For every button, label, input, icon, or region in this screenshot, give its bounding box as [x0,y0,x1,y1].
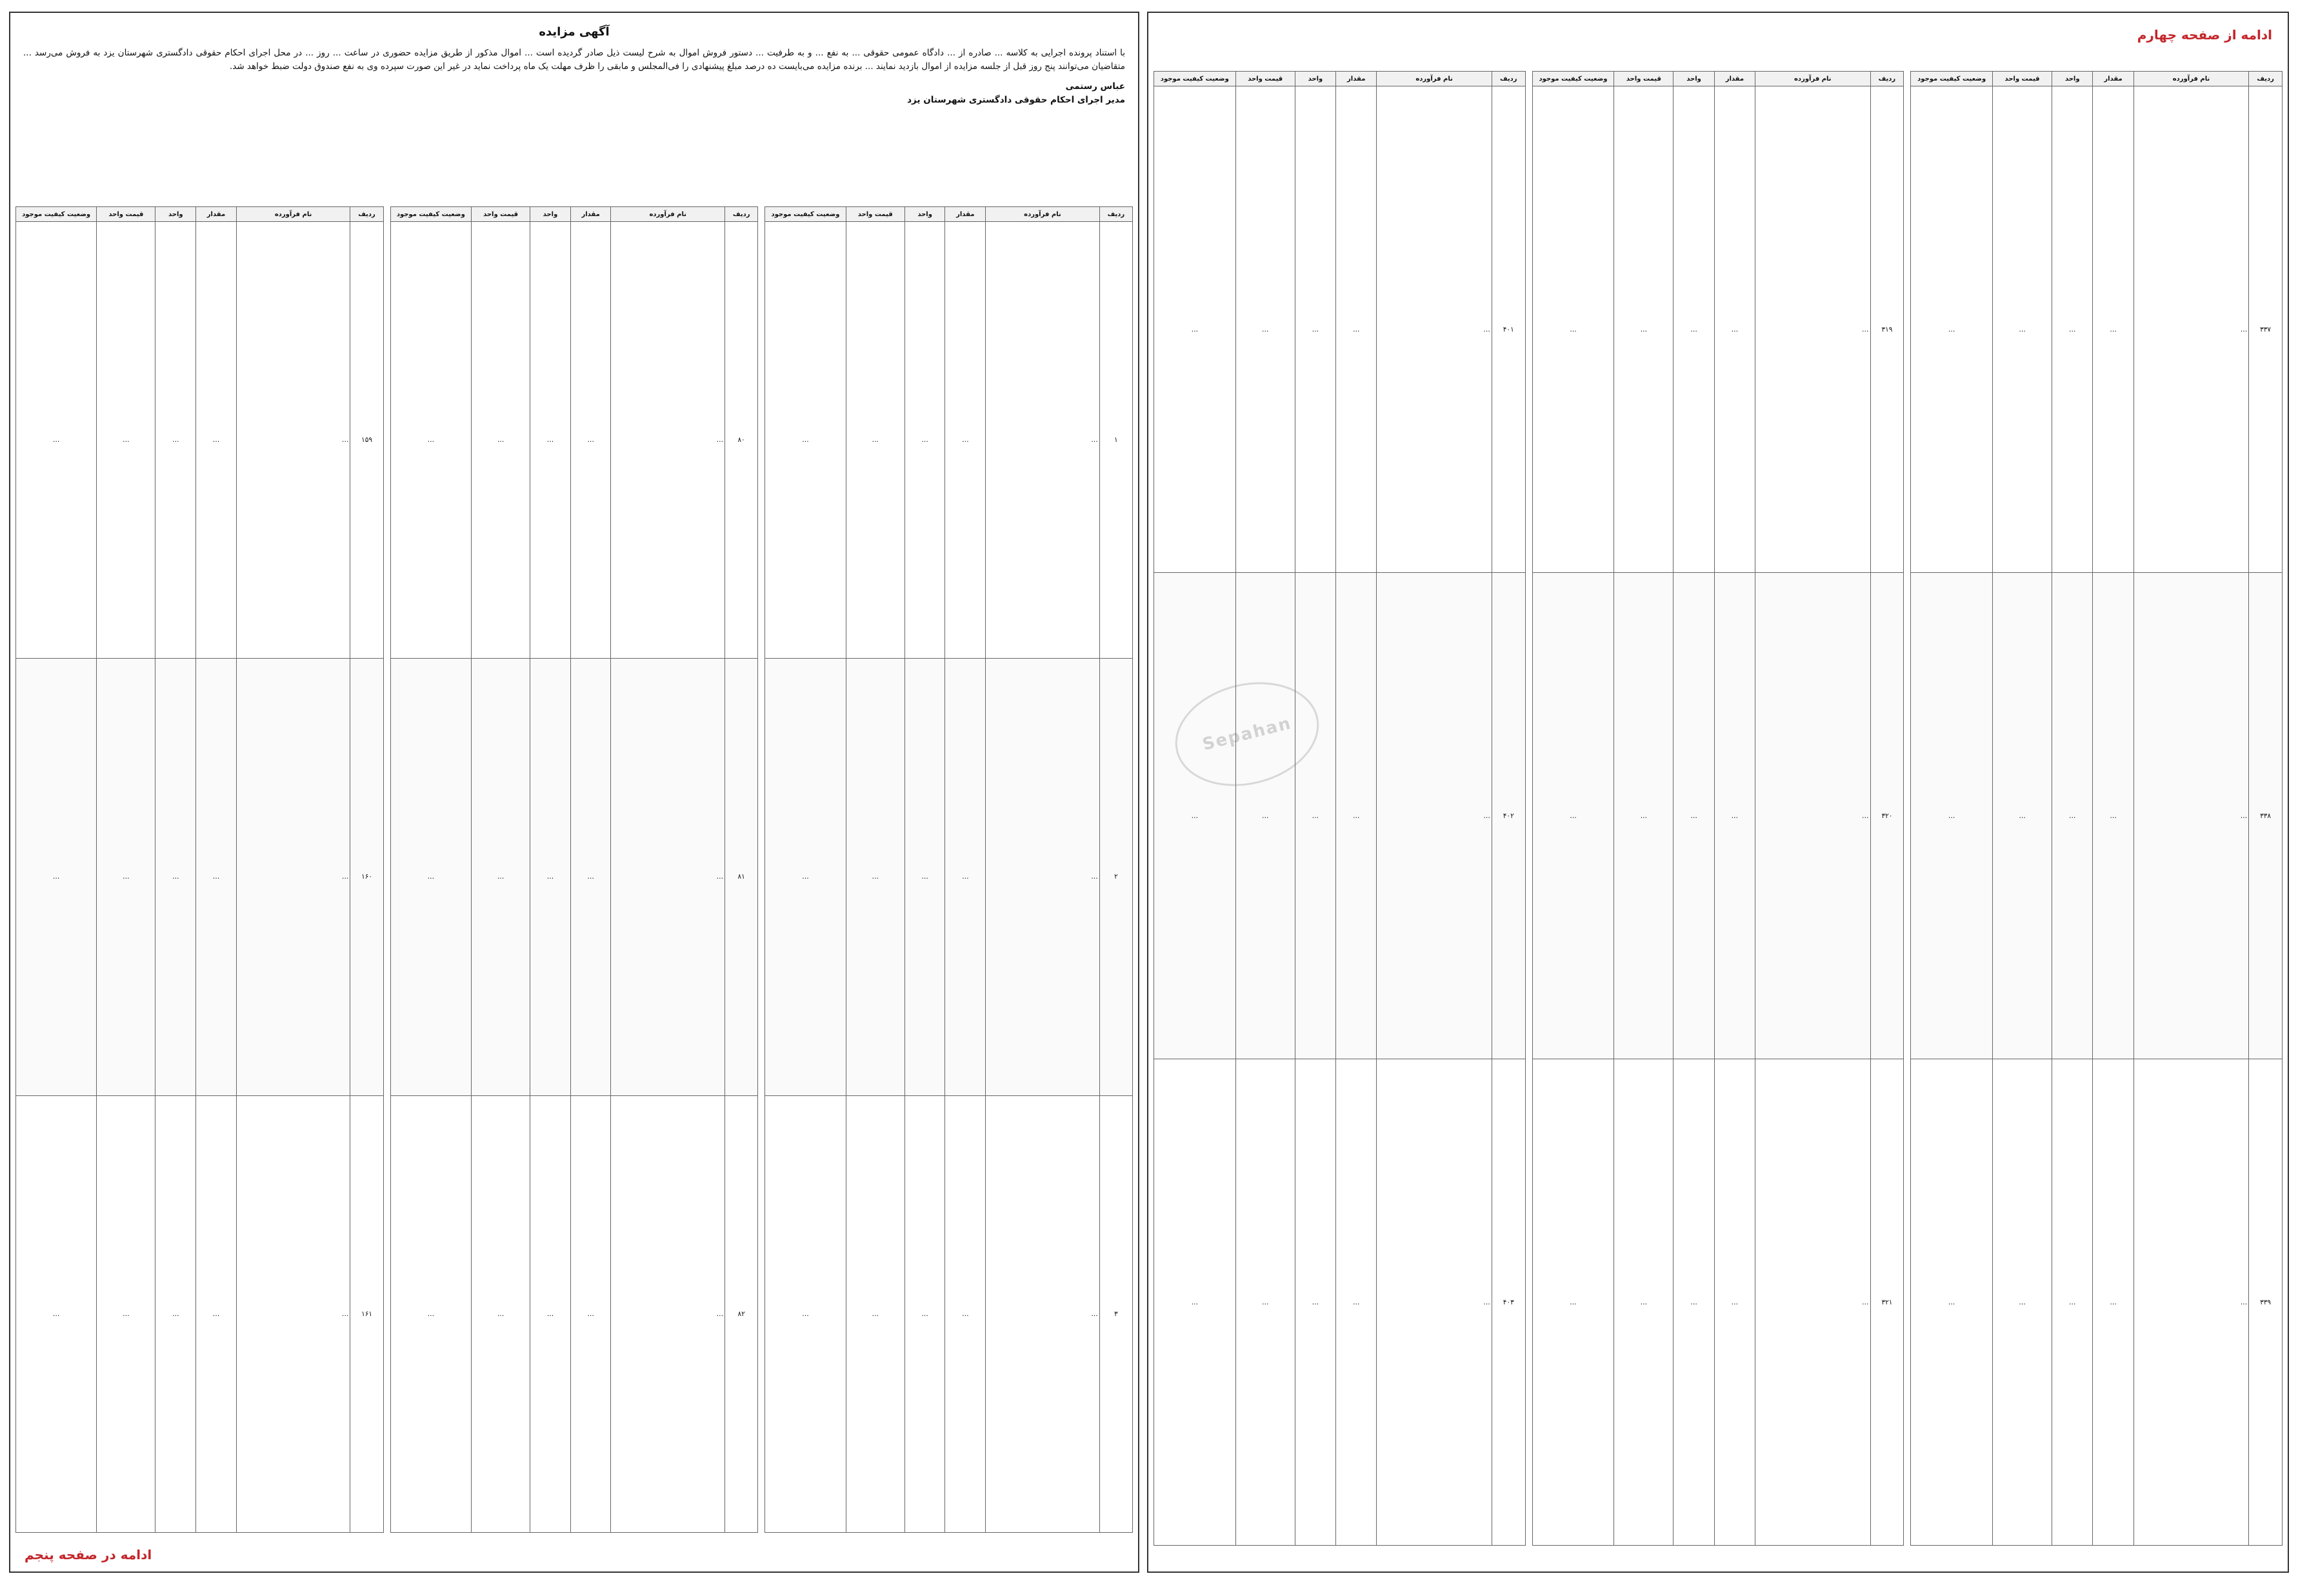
table-cell: … [1674,573,1714,1059]
table-cell: … [97,659,155,1095]
table-cell: … [155,222,196,659]
table-cell: … [765,222,846,659]
table-cell: … [846,659,904,1095]
items-table [1910,71,2283,1546]
table-cell: ۳۲۱ [1870,1059,1904,1546]
notice-body: با استناد پرونده اجرایی به کلاسه ... صادره از ... دادگاه عمومی حقوقی ... به نفع ... و به طرفیت ... دستور فروش اموال به شرح لیست ذیل صادر گردیده است ... اموال مذکور از طریق مزایده حضوری در ساعت ... روز ... در محل اجرای احکام حقوقی دادگستری شهرستان یزد به فروش می‌رسد ... متقاضیان می‌توانند پنج روز قبل از جلسه مزایده از اموال بازدید نمایند ... برنده مزایده می‌بایست ده درصد مبلغ پیشنهادی را فی‌المجلس و مابقی را ظرف مهلت یک ماه پرداخت نماید در غیر این صورت سپرده وی به نفع صندوق دولت ضبط خواهد شد. [23,47,1125,72]
table-cell: ۴۰۳ [1492,1059,1525,1546]
table-cell: … [390,659,471,1095]
column-header: قیمت واحد [472,207,530,222]
item-name-cell: … [2133,573,2248,1059]
item-name-cell: … [611,1095,725,1532]
items-table [390,206,759,1533]
auction-notice [23,23,1125,197]
item-name-cell: … [986,659,1100,1095]
table-cell: … [390,1095,471,1532]
column-header: وضعیت کیفیت موجود [1911,72,1993,86]
table-cell: … [846,222,904,659]
table-cell: ۳ [1099,1095,1132,1532]
table-cell: ۲ [1099,659,1132,1095]
table-row [765,222,1133,659]
column-header: قیمت واحد [1614,72,1674,86]
watermark-stamp: Sepahan [1164,668,1330,801]
table-cell: … [155,1095,196,1532]
left-items-grid [15,206,1133,1533]
notice-title: آگهی مزایده [539,25,610,39]
table-cell: … [2093,1059,2133,1546]
table-cell: ۴۰۱ [1492,86,1525,573]
table-row [765,1095,1133,1532]
table-cell: … [196,659,237,1095]
signature-name: عباس رستمی [1065,81,1125,92]
item-name-cell: … [236,659,350,1095]
table-cell: … [1336,86,1377,573]
table-cell: … [1336,1059,1377,1546]
table-cell: ۱ [1099,222,1132,659]
column-header: قیمت واحد [1993,72,2052,86]
table-cell: … [472,1095,530,1532]
table-cell: ۱۵۹ [350,222,383,659]
table-cell: … [570,222,611,659]
column-header: نام فرآورده [1377,72,1492,86]
table-cell: … [1235,1059,1295,1546]
signature-title: مدیر اجرای احکام حقوقی دادگستری شهرستان یزد [907,95,1125,106]
continued-from-label: ادامه از صفحه چهارم [2137,27,2272,43]
column-header: ردیف [1492,72,1525,86]
table-cell: … [570,1095,611,1532]
table-cell: … [2052,86,2093,573]
table-cell: … [2052,573,2093,1059]
table-cell: ۳۲۰ [1870,573,1904,1059]
column-header: وضعیت کیفیت موجود [1532,72,1614,86]
table-cell: … [1154,573,1235,1059]
table-cell: … [1911,1059,1993,1546]
left-newspaper-page [9,12,1139,1573]
table-cell: ۱۶۰ [350,659,383,1095]
table-cell: … [530,659,571,1095]
table-cell: … [1911,86,1993,573]
column-header: مقدار [570,207,611,222]
table-row [1911,573,2283,1059]
right-newspaper-page [1147,12,2289,1573]
table-header-row [390,207,758,222]
table-row [390,1095,758,1532]
table-cell: … [15,222,96,659]
column-header: ردیف [725,207,758,222]
table-cell: … [1614,1059,1674,1546]
table-cell: … [530,222,571,659]
column-header: نام فرآورده [236,207,350,222]
column-header: واحد [1674,72,1714,86]
table-row [1911,1059,2283,1546]
table-cell: … [2093,573,2133,1059]
table-row [1911,86,2283,573]
column-header: ردیف [1870,72,1904,86]
table-cell: … [1154,1059,1235,1546]
table-cell: … [1295,1059,1335,1546]
table-cell: ۳۱۹ [1870,86,1904,573]
table-cell: … [97,222,155,659]
table-cell: … [1993,86,2052,573]
column-header: ردیف [2249,72,2283,86]
table-row [15,1095,383,1532]
table-cell: … [904,1095,945,1532]
items-table [1532,71,1904,1546]
column-header: وضعیت کیفیت موجود [390,207,471,222]
table-cell: … [1532,1059,1614,1546]
item-name-cell: … [1755,1059,1870,1546]
column-header: نام فرآورده [1755,72,1870,86]
item-name-cell: … [236,1095,350,1532]
items-table [764,206,1133,1533]
table-cell: ۸۱ [725,659,758,1095]
table-cell: … [1714,1059,1755,1546]
column-header: ردیف [350,207,383,222]
table-header-row [1532,72,1904,86]
table-cell: … [1235,86,1295,573]
table-cell: … [472,222,530,659]
table-header-row [1154,72,1525,86]
continued-to-label: ادامه در صفحه پنجم [25,1547,152,1562]
table-cell: … [1993,573,2052,1059]
column-header: وضعیت کیفیت موجود [1154,72,1235,86]
table-cell: ۸۲ [725,1095,758,1532]
table-cell: … [1674,1059,1714,1546]
table-row [1532,1059,1904,1546]
table-cell: … [846,1095,904,1532]
table-header-row [1911,72,2283,86]
column-header: نام فرآورده [611,207,725,222]
table-cell: … [904,222,945,659]
column-header: مقدار [1714,72,1755,86]
column-header: واحد [1295,72,1335,86]
table-cell: … [1714,573,1755,1059]
table-cell: … [155,659,196,1095]
table-header-row [765,207,1133,222]
table-cell: … [390,222,471,659]
table-cell: … [15,1095,96,1532]
column-header: قیمت واحد [97,207,155,222]
table-cell: ۳۳۹ [2249,1059,2283,1546]
column-header: واحد [155,207,196,222]
table-cell: … [904,659,945,1095]
table-row [1154,1059,1525,1546]
table-cell: ۴۰۲ [1492,573,1525,1059]
table-row [1154,86,1525,573]
table-cell: … [765,1095,846,1532]
table-row [1532,573,1904,1059]
table-row [1154,573,1525,1059]
table-cell: … [472,659,530,1095]
table-row [15,222,383,659]
table-cell: … [15,659,96,1095]
item-name-cell: … [1377,86,1492,573]
table-row [15,659,383,1095]
table-cell: … [945,222,986,659]
column-header: وضعیت کیفیت موجود [765,207,846,222]
table-cell: … [1614,86,1674,573]
table-cell: … [765,659,846,1095]
table-row [390,659,758,1095]
column-header: نام فرآورده [2133,72,2248,86]
item-name-cell: … [611,222,725,659]
item-name-cell: … [1377,1059,1492,1546]
table-cell: … [1295,573,1335,1059]
item-name-cell: … [236,222,350,659]
table-cell: … [196,222,237,659]
column-header: واحد [530,207,571,222]
table-cell: … [945,659,986,1095]
table-cell: … [1336,573,1377,1059]
table-cell: … [1295,86,1335,573]
column-header: قیمت واحد [846,207,904,222]
item-name-cell: … [1377,573,1492,1059]
table-cell: ۸۰ [725,222,758,659]
notice-signature [23,80,1125,108]
column-header: واحد [904,207,945,222]
table-row [765,659,1133,1095]
column-header: مقدار [2093,72,2133,86]
table-row [1532,86,1904,573]
column-header: نام فرآورده [986,207,1100,222]
item-name-cell: … [986,222,1100,659]
items-table [1154,71,1526,1546]
table-cell: … [196,1095,237,1532]
table-cell: … [530,1095,571,1532]
item-name-cell: … [2133,1059,2248,1546]
item-name-cell: … [2133,86,2248,573]
table-cell: … [1911,573,1993,1059]
column-header: مقدار [196,207,237,222]
table-cell: … [1993,1059,2052,1546]
items-table [15,206,384,1533]
table-cell: … [2093,86,2133,573]
item-name-cell: … [986,1095,1100,1532]
column-header: ردیف [1099,207,1132,222]
table-row [390,222,758,659]
table-cell: … [1714,86,1755,573]
table-cell: ۳۳۸ [2249,573,2283,1059]
table-cell: … [1532,573,1614,1059]
table-cell: … [1154,86,1235,573]
table-cell: … [97,1095,155,1532]
item-name-cell: … [1755,573,1870,1059]
table-cell: … [2052,1059,2093,1546]
right-items-grid [1154,71,2283,1546]
column-header: قیمت واحد [1235,72,1295,86]
table-cell: … [1532,86,1614,573]
table-header-row [15,207,383,222]
column-header: واحد [2052,72,2093,86]
table-cell: … [945,1095,986,1532]
table-cell: … [1235,573,1295,1059]
table-cell: … [570,659,611,1095]
column-header: مقدار [945,207,986,222]
item-name-cell: … [1755,86,1870,573]
column-header: وضعیت کیفیت موجود [15,207,96,222]
table-cell: ۳۳۷ [2249,86,2283,573]
table-cell: … [1614,573,1674,1059]
column-header: مقدار [1336,72,1377,86]
table-cell: ۱۶۱ [350,1095,383,1532]
table-cell: … [1674,86,1714,573]
item-name-cell: … [611,659,725,1095]
